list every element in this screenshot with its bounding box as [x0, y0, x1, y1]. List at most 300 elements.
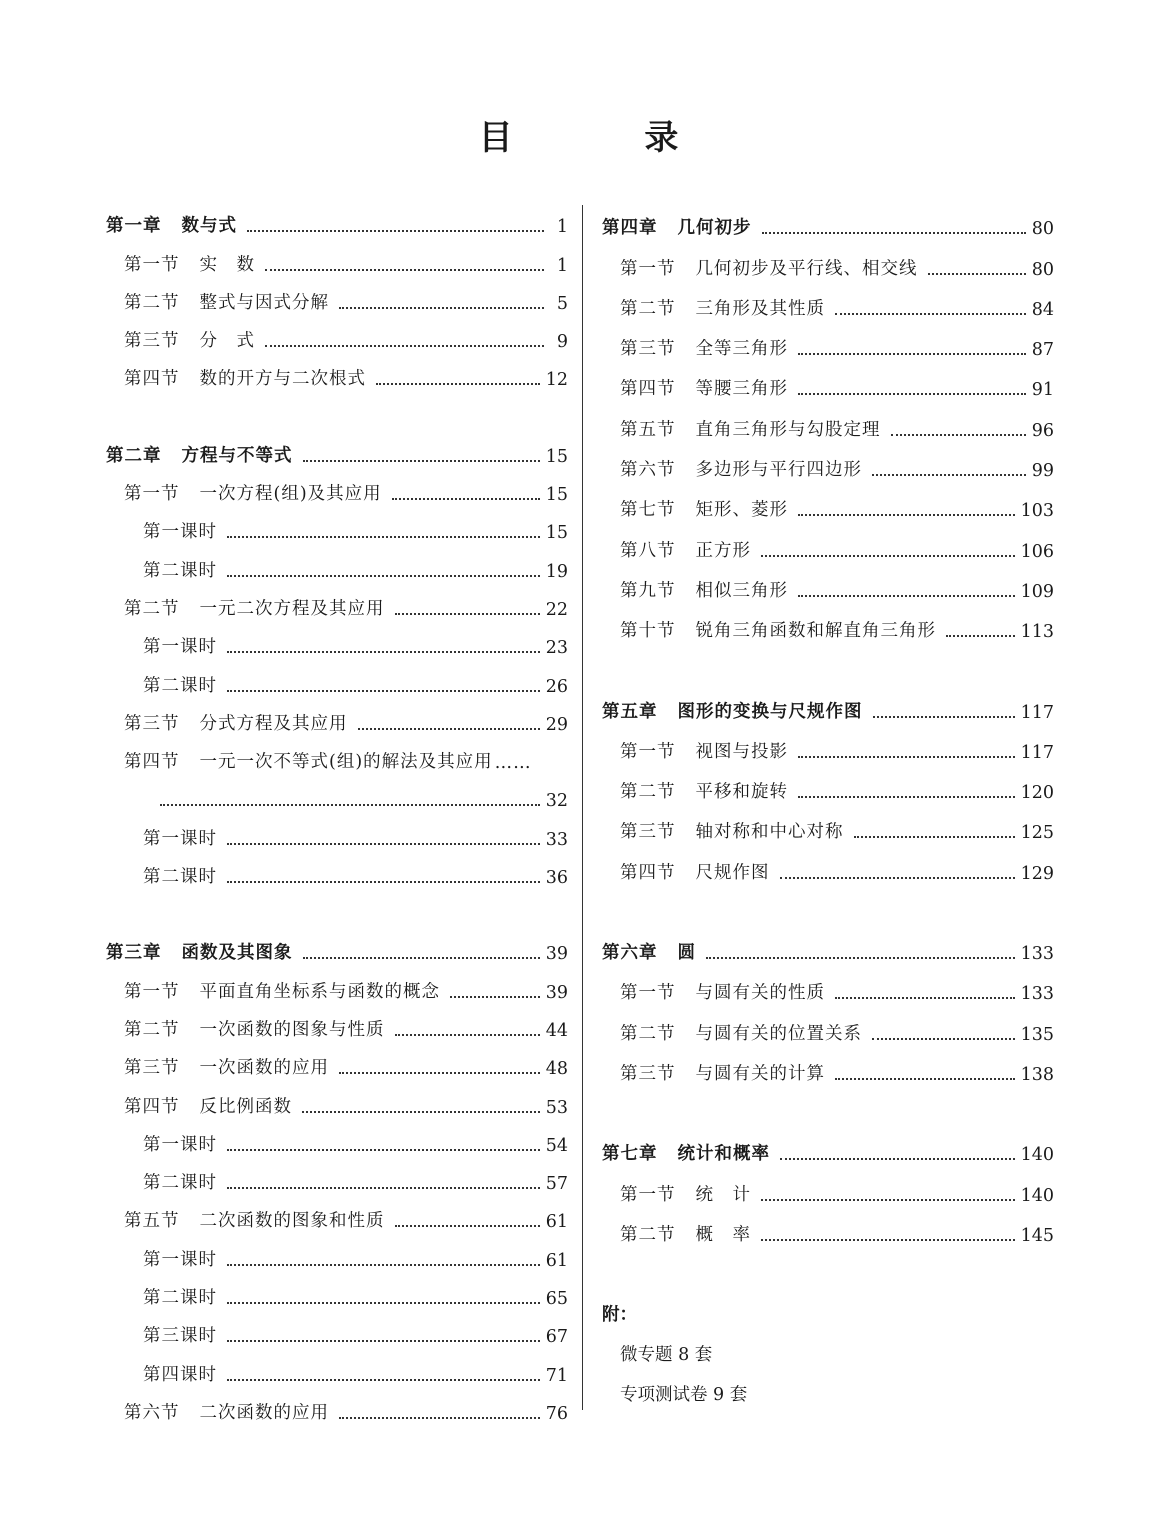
dot-leader: [798, 796, 1015, 798]
entry-label: [106, 212, 237, 237]
dot-leader: [761, 1239, 1015, 1241]
dot-leader: [227, 1149, 540, 1151]
entry-number: 第七章: [602, 1144, 658, 1165]
toc-chapter-entry[interactable]: [602, 199, 1054, 239]
entry-label: [143, 1169, 217, 1194]
entry-number: 第二节: [620, 782, 676, 803]
page-number: 36: [545, 868, 568, 889]
entry-number: 第四节: [124, 369, 180, 390]
dot-leader: [227, 1264, 540, 1266]
dot-leader: [798, 756, 1015, 758]
entry-number: 第四章: [602, 218, 658, 239]
appendix-heading: 附：: [602, 1304, 637, 1325]
appendix-item[interactable]: 专项测试卷 9 套: [620, 1384, 748, 1405]
toc-lesson-entry[interactable]: [106, 505, 568, 543]
entry-title: 分 式: [199, 331, 255, 352]
page-number: 145: [1020, 1225, 1054, 1246]
entry-label: [620, 1060, 825, 1085]
entry-label: [620, 1181, 751, 1206]
page-number: 91: [1031, 380, 1054, 401]
entry-label: [124, 289, 329, 314]
dot-leader: [227, 1379, 540, 1381]
entry-number: 第四节: [620, 862, 676, 883]
toc-section-entry[interactable]: [602, 239, 1054, 279]
entry-number: 第九节: [620, 580, 676, 601]
section-gap: [106, 888, 568, 926]
entry-title: 第三课时: [143, 1326, 217, 1347]
toc-section-entry[interactable]: [106, 467, 568, 505]
entry-label: [602, 214, 752, 239]
entry-title: 锐角三角函数和解直角三角形: [695, 621, 936, 642]
toc-lesson-entry[interactable]: [106, 1156, 568, 1194]
dot-leader: [762, 232, 1026, 234]
toc-section-entry[interactable]: [106, 237, 568, 275]
entry-title: 第二课时: [143, 1288, 217, 1309]
page-number: 15: [545, 485, 568, 506]
dot-leader: [450, 996, 540, 998]
page-number: 57: [545, 1174, 568, 1195]
dot-leader: [265, 345, 544, 347]
entry-title: 数与式: [181, 216, 237, 237]
entry-title: 第一课时: [143, 1134, 217, 1155]
toc-section-entry[interactable]: [106, 697, 568, 735]
entry-label: [124, 1016, 385, 1041]
entry-label: [143, 1131, 217, 1156]
page-number: 61: [545, 1250, 568, 1271]
dot-leader: [872, 1038, 1015, 1040]
entry-label: [602, 1140, 770, 1165]
entry-label: [620, 979, 825, 1004]
entry-title: 二次函数的图象和性质: [199, 1211, 385, 1232]
entry-number: 第五章: [602, 701, 658, 722]
dot-leader: [302, 1111, 540, 1113]
entry-label: [620, 859, 770, 884]
entry-label: [620, 335, 788, 360]
page-number: 113: [1020, 622, 1054, 643]
entry-title: 第二课时: [143, 867, 217, 888]
page-number: 15: [545, 523, 568, 544]
dot-leader: [761, 1199, 1015, 1201]
entry-number: 第二节: [124, 1019, 180, 1040]
page-number: 33: [545, 829, 568, 850]
dot-leader: [358, 728, 540, 730]
entry-label: [143, 518, 217, 543]
entry-label: [124, 1399, 329, 1424]
dot-leader: [265, 269, 544, 271]
page-number: 71: [545, 1365, 568, 1386]
dot-leader: [227, 651, 540, 653]
entry-title: 统计和概率: [677, 1144, 770, 1165]
entry-title: 第二课时: [143, 1173, 217, 1194]
dot-leader: [854, 836, 1015, 838]
page-number: 99: [1031, 461, 1054, 482]
entry-title: 全等三角形: [695, 339, 788, 360]
dot-leader: [227, 536, 540, 538]
toc-lesson-entry[interactable]: [106, 1309, 568, 1347]
entry-number: 第三节: [620, 339, 676, 360]
page-number: 129: [1020, 863, 1054, 884]
entry-label: [620, 617, 936, 642]
toc-chapter-entry[interactable]: [602, 682, 1054, 722]
entry-number: 第二节: [620, 1023, 676, 1044]
entry-label: [620, 375, 788, 400]
entry-label: [143, 863, 217, 888]
entry-label: [143, 633, 217, 658]
dot-leader: [227, 575, 540, 577]
entry-number: 第六节: [124, 1402, 180, 1423]
page-title: 目 录: [478, 118, 739, 158]
entry-title: 反比例函数: [199, 1096, 292, 1117]
dot-leader: [395, 613, 540, 615]
entry-label: [143, 557, 217, 582]
toc-section-entry[interactable]: [602, 803, 1054, 843]
dot-leader: [780, 1158, 1015, 1160]
entry-title: 几何初步及平行线、相交线: [695, 258, 918, 279]
entry-label: [124, 1093, 292, 1118]
entry-number: 第一节: [124, 254, 180, 275]
page-number: 32: [545, 791, 568, 812]
toc-continuation-entry[interactable]: [106, 773, 568, 811]
page-number: 140: [1020, 1185, 1054, 1206]
entry-label: [620, 577, 788, 602]
dot-leader: [227, 1302, 540, 1304]
dot-leader: [339, 307, 544, 309]
entry-title: 第二课时: [143, 675, 217, 696]
entry-label: [620, 818, 844, 843]
toc-right-column: [602, 199, 1054, 1406]
entry-label: [143, 825, 217, 850]
page-number: 117: [1020, 742, 1054, 763]
toc-chapter-entry[interactable]: [602, 1125, 1054, 1165]
entry-title: 第一课时: [143, 828, 217, 849]
entry-number: 第一节: [124, 981, 180, 1002]
dot-leader: [835, 1078, 1015, 1080]
toc-lesson-entry[interactable]: [106, 811, 568, 849]
entry-label: [620, 295, 825, 320]
toc-section-entry[interactable]: [106, 276, 568, 314]
dot-leader: [798, 353, 1026, 355]
toc-section-entry[interactable]: [602, 1165, 1054, 1205]
entry-label: [124, 978, 440, 1003]
entry-number: 第四节: [620, 379, 676, 400]
dot-leader: [227, 843, 540, 845]
dot-leader: [303, 957, 540, 959]
page-number: 44: [545, 1020, 568, 1041]
dot-leader: [835, 313, 1026, 315]
entry-label: [143, 1246, 217, 1271]
toc-chapter-entry[interactable]: [106, 926, 568, 964]
toc-lesson-entry[interactable]: [106, 1118, 568, 1156]
dot-leader: [798, 514, 1015, 516]
page-number: 53: [545, 1097, 568, 1118]
dot-leader: [798, 595, 1015, 597]
toc-section-entry[interactable]: [602, 441, 1054, 481]
entry-title: 尺规作图: [695, 862, 770, 883]
entry-label: [620, 537, 751, 562]
entry-number: 第一节: [620, 258, 676, 279]
entry-title: 一次方程(组)及其应用: [199, 484, 382, 505]
page-number: 133: [1020, 984, 1054, 1005]
entry-label: [143, 672, 217, 697]
toc-section-entry[interactable]: [602, 481, 1054, 521]
page-number: 5: [556, 293, 568, 314]
dot-leader: [227, 690, 540, 692]
dot-leader: [339, 1417, 540, 1419]
column-divider: [582, 205, 583, 1410]
page-number: 67: [545, 1327, 568, 1348]
toc-section-entry[interactable]: [602, 562, 1054, 602]
toc-chapter-entry[interactable]: [106, 428, 568, 466]
dot-leader: [303, 460, 540, 462]
page-number: 135: [1020, 1024, 1054, 1045]
entry-number: 第五节: [620, 419, 676, 440]
page-number: 65: [545, 1289, 568, 1310]
page-number: 48: [545, 1059, 568, 1080]
toc-lesson-entry[interactable]: [106, 1271, 568, 1309]
dot-leader: [946, 635, 1015, 637]
entry-title: 实 数: [199, 254, 255, 275]
entry-label: [620, 255, 918, 280]
entry-label: [124, 480, 382, 505]
page-number: 117: [1020, 702, 1054, 723]
entry-number: 第五节: [124, 1211, 180, 1232]
page-number: 80: [1031, 219, 1054, 240]
entry-label: [620, 456, 862, 481]
entry-label: [602, 698, 863, 723]
entry-label: [124, 1207, 385, 1232]
entry-number: 第二节: [124, 292, 180, 313]
toc-chapter-entry[interactable]: [602, 924, 1054, 964]
entry-title: 与圆有关的位置关系: [695, 1023, 862, 1044]
entry-title: 一次函数的图象与性质: [199, 1019, 385, 1040]
dot-leader: [376, 383, 540, 385]
entry-label: [106, 442, 293, 467]
entry-number: 第六章: [602, 943, 658, 964]
entry-title: 函数及其图象: [181, 943, 293, 964]
toc-section-entry[interactable]: [106, 1386, 568, 1424]
entry-title: 正方形: [695, 540, 751, 561]
dot-leader: [706, 957, 1015, 959]
entry-label: [124, 1054, 329, 1079]
entry-label: [124, 748, 493, 773]
entry-title: 圆: [677, 943, 696, 964]
page-number: 76: [545, 1403, 568, 1424]
entry-label: [602, 939, 696, 964]
entry-label: [143, 1361, 217, 1386]
page-number: 61: [545, 1212, 568, 1233]
entry-label: [620, 416, 881, 441]
entry-number: 第三节: [124, 331, 180, 352]
entry-number: 第三章: [106, 943, 162, 964]
toc-lesson-entry[interactable]: [106, 543, 568, 581]
dot-leader: [227, 881, 540, 883]
toc-lesson-entry[interactable]: [106, 1347, 568, 1385]
toc-lesson-entry[interactable]: [106, 850, 568, 888]
page-number: 87: [1031, 340, 1054, 361]
entry-number: 第三节: [124, 713, 180, 734]
entry-label: [620, 1020, 862, 1045]
dot-leader: [891, 434, 1026, 436]
toc-lesson-entry[interactable]: [106, 1232, 568, 1270]
entry-number: 第三节: [620, 1063, 676, 1084]
entry-label: [106, 939, 293, 964]
entry-title: 几何初步: [677, 218, 752, 239]
page-number: 125: [1020, 823, 1054, 844]
entry-leader: ……: [494, 753, 532, 774]
toc-section-entry[interactable]: [602, 400, 1054, 440]
toc-section-entry[interactable]: [106, 582, 568, 620]
page-number: 96: [1031, 420, 1054, 441]
page-number: 54: [545, 1135, 568, 1156]
page-number: 26: [545, 676, 568, 697]
entry-number: 第三节: [124, 1058, 180, 1079]
section-gap: [602, 1085, 1054, 1125]
section-gap: [602, 642, 1054, 682]
entry-title: 等腰三角形: [695, 379, 788, 400]
page-number: 29: [545, 714, 568, 735]
entry-title: 一元二次方程及其应用: [199, 598, 385, 619]
entry-label: [620, 778, 788, 803]
toc-section-entry[interactable]: [106, 735, 568, 773]
entry-title: 统 计: [695, 1184, 751, 1205]
dot-leader: [835, 997, 1015, 999]
page-number: 23: [545, 638, 568, 659]
entry-label: [620, 738, 788, 763]
toc-section-entry[interactable]: [106, 964, 568, 1002]
entry-title: 相似三角形: [695, 580, 788, 601]
page-number: 1: [556, 217, 568, 238]
appendix-item[interactable]: 微专题 8 套: [620, 1344, 713, 1365]
page-number: 84: [1031, 299, 1054, 320]
entry-title: 一元一次不等式(组)的解法及其应用: [199, 752, 493, 773]
entry-label: [124, 365, 366, 390]
toc-section-entry[interactable]: [602, 763, 1054, 803]
entry-label: [620, 1221, 751, 1246]
toc-section-entry[interactable]: [106, 1194, 568, 1232]
entry-title: 概 率: [695, 1224, 751, 1245]
page-number: 9: [556, 332, 568, 353]
toc-lesson-entry[interactable]: [106, 658, 568, 696]
toc-section-entry[interactable]: [602, 843, 1054, 883]
dot-leader: [873, 716, 1015, 718]
entry-label: [143, 1322, 217, 1347]
entry-number: 第一节: [620, 1184, 676, 1205]
dot-leader: [798, 393, 1026, 395]
section-gap: [602, 884, 1054, 924]
dot-leader: [227, 1187, 540, 1189]
toc-section-entry[interactable]: [106, 1079, 568, 1117]
toc-section-entry[interactable]: [602, 723, 1054, 763]
entry-title: 第四课时: [143, 1364, 217, 1385]
entry-title: 三角形及其性质: [695, 298, 825, 319]
toc-section-entry[interactable]: [602, 280, 1054, 320]
toc-section-entry[interactable]: [602, 1206, 1054, 1246]
toc-section-entry[interactable]: [602, 320, 1054, 360]
entry-label: [620, 496, 788, 521]
toc-section-entry[interactable]: [602, 521, 1054, 561]
page-number: 109: [1020, 581, 1054, 602]
page-number: 140: [1020, 1145, 1054, 1166]
page-number: 12: [545, 370, 568, 391]
entry-title: 图形的变换与尺规作图: [677, 701, 863, 722]
entry-title: 与圆有关的计算: [695, 1063, 825, 1084]
entry-number: 第一节: [124, 484, 180, 505]
entry-number: 第七节: [620, 500, 676, 521]
entry-number: 第二节: [124, 598, 180, 619]
page-number: 106: [1020, 541, 1054, 562]
toc-section-entry[interactable]: [106, 352, 568, 390]
entry-number: 第一章: [106, 216, 162, 237]
entry-number: 第十节: [620, 621, 676, 642]
entry-number: 第一节: [620, 741, 676, 762]
dot-leader: [780, 877, 1015, 879]
page-number: 19: [545, 561, 568, 582]
entry-number: 第一节: [620, 983, 676, 1004]
page-number: 15: [545, 446, 568, 467]
dot-leader: [872, 474, 1026, 476]
dot-leader: [227, 1340, 540, 1342]
entry-title: 与圆有关的性质: [695, 983, 825, 1004]
entry-title: 第二课时: [143, 560, 217, 581]
page-number: 138: [1020, 1064, 1054, 1085]
dot-leader: [392, 498, 540, 500]
page-number: 39: [545, 982, 568, 1003]
toc-section-entry[interactable]: [602, 360, 1054, 400]
page-number: 1: [556, 255, 568, 276]
entry-title: 视图与投影: [695, 741, 788, 762]
toc-section-entry[interactable]: [602, 1004, 1054, 1044]
entry-title: 整式与因式分解: [199, 292, 329, 313]
entry-number: 第二节: [620, 298, 676, 319]
entry-number: 第二章: [106, 445, 162, 466]
entry-number: 第八节: [620, 540, 676, 561]
toc-lesson-entry[interactable]: [106, 620, 568, 658]
entry-title: 平面直角坐标系与函数的概念: [199, 981, 440, 1002]
entry-title: 第一课时: [143, 1249, 217, 1270]
entry-title: 第一课时: [143, 637, 217, 658]
toc-section-entry[interactable]: [602, 1045, 1054, 1085]
toc-section-entry[interactable]: [106, 314, 568, 352]
toc-section-entry[interactable]: [602, 964, 1054, 1004]
section-gap: [106, 390, 568, 428]
entry-title: 数的开方与二次根式: [199, 369, 366, 390]
page-number: 80: [1031, 259, 1054, 280]
toc-section-entry[interactable]: [106, 1041, 568, 1079]
entry-label: [124, 595, 385, 620]
entry-number: 第三节: [620, 822, 676, 843]
entry-title: 一次函数的应用: [199, 1058, 329, 1079]
toc-chapter-entry[interactable]: [106, 199, 568, 237]
entry-title: 矩形、菱形: [695, 500, 788, 521]
page-number: 133: [1020, 944, 1054, 965]
toc-left-column: [106, 199, 568, 1424]
entry-number: 第四节: [124, 752, 180, 773]
dot-leader: [761, 555, 1015, 557]
entry-title: 轴对称和中心对称: [695, 822, 844, 843]
entry-label: [124, 251, 255, 276]
toc-section-entry[interactable]: [602, 602, 1054, 642]
entry-title: 多边形与平行四边形: [695, 460, 862, 481]
entry-title: 第一课时: [143, 522, 217, 543]
entry-label: [124, 327, 255, 352]
toc-section-entry[interactable]: [106, 1003, 568, 1041]
dot-leader: [395, 1225, 540, 1227]
dot-leader: [339, 1072, 540, 1074]
entry-number: 第二节: [620, 1224, 676, 1245]
page-number: 39: [545, 944, 568, 965]
entry-label: [143, 1284, 217, 1309]
entry-title: 方程与不等式: [181, 445, 293, 466]
